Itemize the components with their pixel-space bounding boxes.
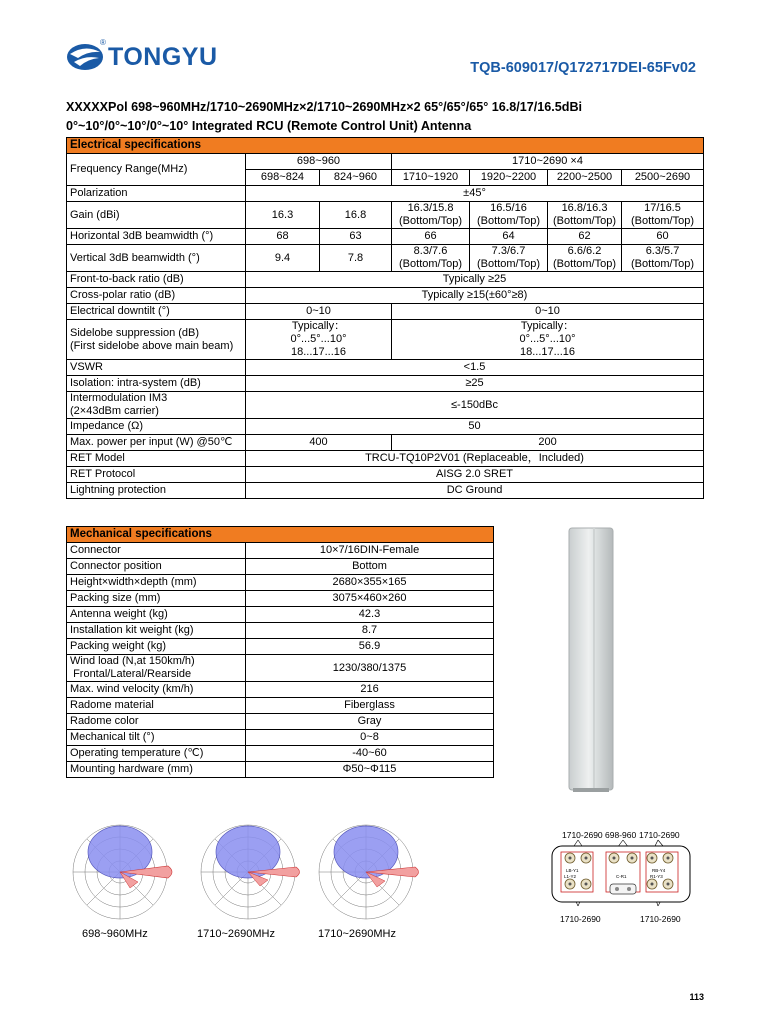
mech-label: Mechanical tilt (°): [67, 730, 246, 746]
tilt-high: 0~10: [392, 304, 704, 320]
polarization-label: Polarization: [67, 186, 246, 202]
hbw-value: 66: [392, 229, 470, 245]
mech-label: Packing size (mm): [67, 591, 246, 607]
page-number: 113: [689, 992, 704, 1002]
hbw-value: 64: [470, 229, 548, 245]
gain-value: 16.3/15.8 (Bottom/Top): [392, 202, 470, 229]
brand-logo: [66, 38, 218, 72]
power-label: Max. power per input (W) @50℃: [67, 435, 246, 451]
vswr-value: <1.5: [246, 360, 704, 376]
brand-name: TONGYU: [108, 42, 218, 71]
port-label: C-R1: [616, 874, 627, 879]
mech-value: 2680×355×165: [246, 575, 494, 591]
mech-label: Radome material: [67, 698, 246, 714]
sub-band: 1710~1920: [392, 170, 470, 186]
im3-label: Intermodulation IM3 (2×43dBm carrier): [67, 392, 246, 419]
conn-bottom-label-2: 1710-2690: [640, 914, 681, 924]
radiation-pattern-2: [196, 822, 304, 922]
wind-value: 1230/380/1375: [246, 655, 494, 682]
gain-value: 16.3: [246, 202, 320, 229]
polarization-value: ±45°: [246, 186, 704, 202]
radiation-pattern-3: [314, 822, 422, 922]
ret-model-value: TRCU-TQ10P2V01 (Replaceable，Included): [246, 451, 704, 467]
mech-label: Antenna weight (kg): [67, 607, 246, 623]
registered-mark: ®: [100, 38, 106, 47]
sub-band: 2200~2500: [548, 170, 622, 186]
gain-value: 16.8/16.3 (Bottom/Top): [548, 202, 622, 229]
mech-value: 56.9: [246, 639, 494, 655]
radiation-pattern-1: [68, 822, 176, 922]
mech-label: Height×width×depth (mm): [67, 575, 246, 591]
sub-band: 698~824: [246, 170, 320, 186]
gain-value: 16.8: [320, 202, 392, 229]
product-title: [66, 98, 582, 136]
lightning-value: DC Ground: [246, 483, 704, 499]
ftb-label: Front-to-back ratio (dB): [67, 272, 246, 288]
mech-value: Φ50~Φ115: [246, 762, 494, 778]
port-label: R1-Y3: [650, 874, 663, 879]
hbw-value: 62: [548, 229, 622, 245]
ftb-value: Typically ≥25: [246, 272, 704, 288]
mech-label: Mounting hardware (mm): [67, 762, 246, 778]
mech-label: Connector position: [67, 559, 246, 575]
model-number: TQB-609017/Q172717DEI-65Fv02: [470, 60, 696, 76]
hbw-label: Horizontal 3dB beamwidth (°): [67, 229, 246, 245]
mech-value: Fiberglass: [246, 698, 494, 714]
hbw-value: 68: [246, 229, 320, 245]
port-label: LB-Y1: [566, 868, 579, 873]
tongyu-logo-icon: [66, 42, 104, 72]
mech-label: Connector: [67, 543, 246, 559]
isolation-value: ≥25: [246, 376, 704, 392]
title-line-2: 0°~10°/0°~10°/0°~10° Integrated RCU (Remote Control Unit) Antenna: [66, 119, 472, 133]
conn-top-label-2: 698-960: [605, 830, 637, 840]
xpol-label: Cross-polar ratio (dB): [67, 288, 246, 304]
sidelobe-high: Typically： 0°...5°...10° 18...17...16: [392, 320, 704, 360]
mech-value: 3075×460×260: [246, 591, 494, 607]
conn-bottom-label-1: 1710-2690: [560, 914, 601, 924]
vbw-value: 7.8: [320, 245, 392, 272]
antenna-product-image: [567, 526, 617, 796]
mech-value: 216: [246, 682, 494, 698]
vbw-value: 8.3/7.6 (Bottom/Top): [392, 245, 470, 272]
impedance-label: Impedance (Ω): [67, 419, 246, 435]
conn-top-label-3: 1710-2690: [639, 830, 680, 840]
electrical-heading: Electrical specifications: [67, 138, 704, 154]
lightning-label: Lightning protection: [67, 483, 246, 499]
title-line-1: XXXXXPol 698~960MHz/1710~2690MHz×2/1710~2690MHz×2 65°/65°/65° 16.8/17/16.5dBi: [66, 100, 583, 114]
vswr-label: VSWR: [67, 360, 246, 376]
tilt-low: 0~10: [246, 304, 392, 320]
tilt-label: Electrical downtilt (°): [67, 304, 246, 320]
mech-label: Packing weight (kg): [67, 639, 246, 655]
mech-value: -40~60: [246, 746, 494, 762]
ret-model-label: RET Model: [67, 451, 246, 467]
mech-value: 42.3: [246, 607, 494, 623]
freq-label: Frequency Range(MHz): [67, 154, 246, 186]
mech-label: Installation kit weight (kg): [67, 623, 246, 639]
vbw-value: 7.3/6.7 (Bottom/Top): [470, 245, 548, 272]
port-label: L1-Y2: [564, 874, 577, 879]
pattern-caption: 698~960MHz: [82, 928, 148, 940]
im3-value: ≤-150dBc: [246, 392, 704, 419]
conn-top-label-1: 1710-2690: [562, 830, 603, 840]
impedance-value: 50: [246, 419, 704, 435]
sub-band: 1920~2200: [470, 170, 548, 186]
sidelobe-low: Typically： 0°...5°...10° 18...17...16: [246, 320, 392, 360]
mech-value: 0~8: [246, 730, 494, 746]
pattern-caption: 1710~2690MHz: [318, 928, 396, 940]
power-high: 200: [392, 435, 704, 451]
sidelobe-label: Sidelobe suppression (dB) (First sidelobe above main beam): [67, 320, 246, 360]
mech-label: Max. wind velocity (km/h): [67, 682, 246, 698]
hbw-value: 60: [622, 229, 704, 245]
gain-label: Gain (dBi): [67, 202, 246, 229]
mech-label: Radome color: [67, 714, 246, 730]
sub-band: 824~960: [320, 170, 392, 186]
pattern-caption: 1710~2690MHz: [197, 928, 275, 940]
vbw-value: 6.6/6.2 (Bottom/Top): [548, 245, 622, 272]
mech-value: Gray: [246, 714, 494, 730]
mech-label: Operating temperature (℃): [67, 746, 246, 762]
port-label: RB-Y4: [652, 868, 666, 873]
mechanical-heading: Mechanical specifications: [67, 527, 494, 543]
ret-protocol-value: AISG 2.0 SRET: [246, 467, 704, 483]
mech-value: Bottom: [246, 559, 494, 575]
ret-protocol-label: RET Protocol: [67, 467, 246, 483]
mech-value: 10×7/16DIN-Female: [246, 543, 494, 559]
isolation-label: Isolation: intra-system (dB): [67, 376, 246, 392]
vbw-value: 6.3/5.7 (Bottom/Top): [622, 245, 704, 272]
band-high: 1710~2690 ×4: [392, 154, 704, 170]
gain-value: 16.5/16 (Bottom/Top): [470, 202, 548, 229]
band-low: 698~960: [246, 154, 392, 170]
power-low: 400: [246, 435, 392, 451]
gain-value: 17/16.5 (Bottom/Top): [622, 202, 704, 229]
connector-layout-diagram: [548, 828, 698, 926]
hbw-value: 63: [320, 229, 392, 245]
wind-label: Wind load (N,at 150km/h) Frontal/Lateral/Rearside: [67, 655, 246, 682]
vbw-label: Vertical 3dB beamwidth (°): [67, 245, 246, 272]
electrical-spec-table: [66, 137, 704, 499]
vbw-value: 9.4: [246, 245, 320, 272]
mech-value: 8.7: [246, 623, 494, 639]
xpol-value: Typically ≥15(±60°≥8): [246, 288, 704, 304]
mechanical-spec-table: [66, 526, 494, 778]
sub-band: 2500~2690: [622, 170, 704, 186]
